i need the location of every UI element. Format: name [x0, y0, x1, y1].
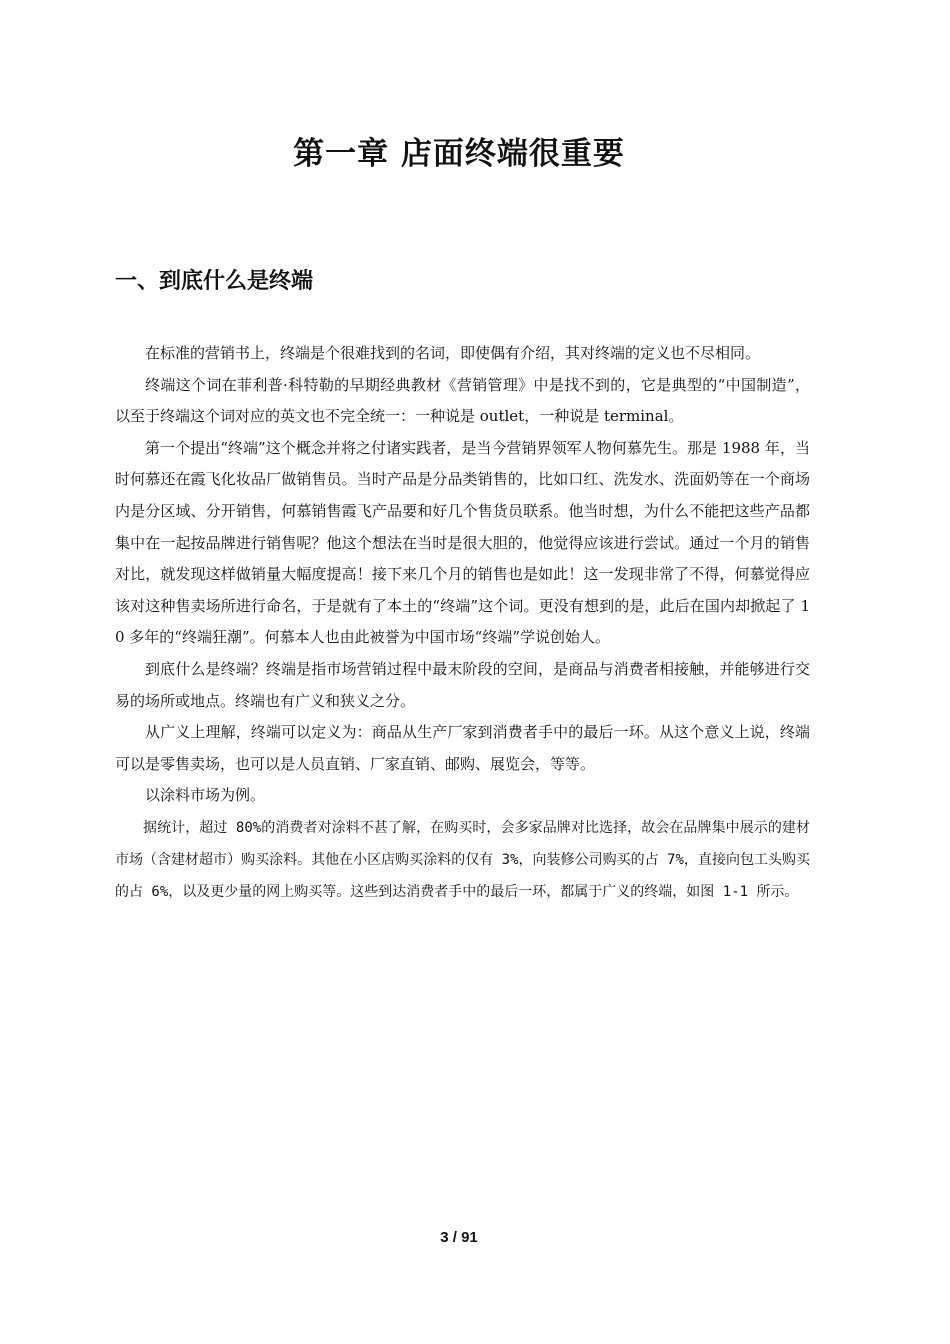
body-text	[115, 338, 810, 908]
paragraph: 据统计，超过 80%的消费者对涂料不甚了解，在购买时，会多家品牌对比选择，故会在品牌集中展示的建材市场（含建材超市）购买涂料。其他在小区店购买涂料的仅有 3%，向装修公司购买的占 7%，直接向包工头购买的占 6%，以及更少量的网上购买等。这些到达消费者手中的最后一环，都属于广义的终端，如图 1-1 所示。	[115, 819, 810, 900]
paragraph: 终端这个词在菲利普·科特勒的早期经典教材《营销管理》中是找不到的，它是典型的“中国制造”，以至于终端这个词对应的英文也不完全统一：一种说是 outlet，一种说是 terminal。	[115, 375, 810, 426]
section-title: 一、到底什么是终端	[115, 269, 314, 294]
paragraph: 到底什么是终端？终端是指市场营销过程中最末阶段的空间，是商品与消费者相接触，并能够进行交易的场所或地点。终端也有广义和狭义之分。	[115, 659, 810, 710]
paragraph: 在标准的营销书上，终端是个很难找到的名词，即使偶有介绍，其对终端的定义也不尽相同。	[145, 344, 761, 362]
paragraph: 从广义上理解，终端可以定义为：商品从生产厂家到消费者手中的最后一环。从这个意义上说，终端可以是零售卖场，也可以是人员直销、厂家直销、邮购、展览会，等等。	[115, 723, 810, 773]
page-number: 3 / 91	[440, 1229, 478, 1246]
chapter-title: 第一章 店面终端很重要	[293, 136, 625, 172]
paragraph: 第一个提出“终端”这个概念并将之付诸实践者，是当今营销界领军人物何慕先生。那是 1988 年，当时何慕还在霞飞化妆品厂做销售员。当时产品是分品类销售的，比如口红、洗发水、洗面奶等在一个商场内是分区域、分开销售，何慕销售霞飞产品要和好几个售货员联系。他当时想，为什么不能把这些产品都集中在一起按品牌进行销售呢？他这个想法在当时是很大胆的，他觉得应该进行尝试。通过一个月的销售对比，就发现这样做销量大幅度提高！接下来几个月的销售也是如此！这一发现非常了不得，何慕觉得应该对这种售卖场所进行命名，于是就有了本土的“终端”这个词。更没有想到的是，此后在国内却掀起了 10 多年的“终端狂潮”。何慕本人也由此被誉为中国市场“终端”学说创始人。	[115, 438, 810, 647]
paragraph: 以涂料市场为例。	[145, 786, 266, 805]
